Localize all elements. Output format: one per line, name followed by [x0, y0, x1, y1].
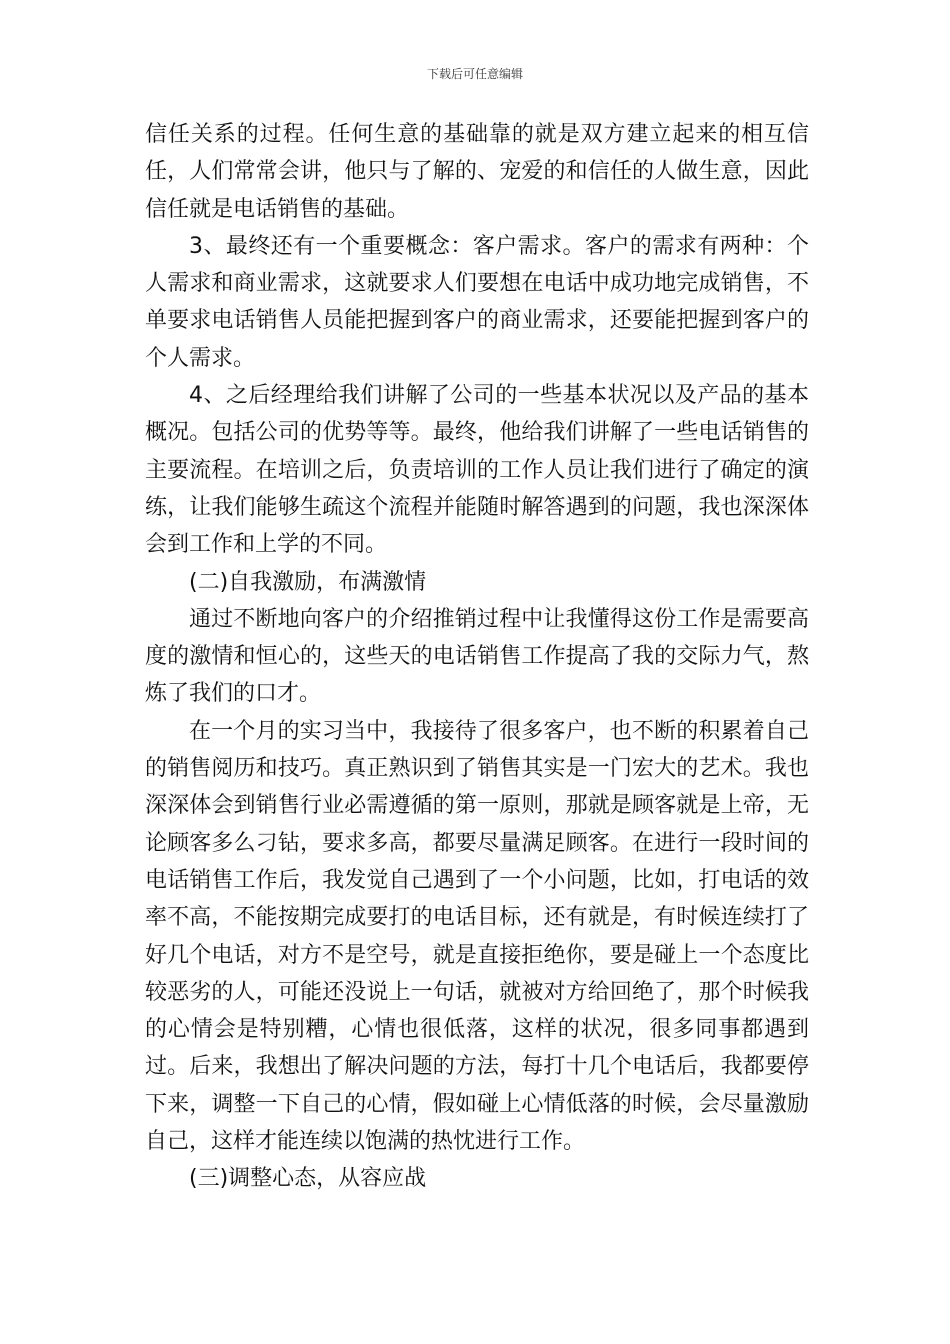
- page-header: 下载后可任意编辑: [426, 67, 523, 81]
- paragraph-1: 信任关系的过程。任何生意的基础靠的就是双方建立起来的相互信任，人们常常会讲，他只与了解的、宠爱的和信任的人做生意，因此信任就是电话销售的基础。: [145, 122, 809, 222]
- section-heading-3: (三)调整心态，从容应战: [189, 1166, 427, 1192]
- paragraph-4: 通过不断地向客户的介绍推销过程中让我懂得这份工作是需要高度的激情和恒心的，这些天的电话销售工作提高了我的交际力气，熬炼了我们的口才。: [145, 606, 809, 707]
- paragraph-5: 在一个月的实习当中，我接待了很多客户，也不断的积累着自己的销售阅历和技巧。真正熟识到了销售其实是一门宏大的艺术。我也深深体会到销售行业必需遵循的第一原则，那就是顾客就是上帝，无论顾客多么刁钻，要求多高，都要尽量满足顾客。在进行一段时间的电话销售工作后，我发觉自己遇到了一个小问题，比如，打电话的效率不高，不能按期完成要打的电话目标，还有就是，有时候连续打了好几个电话，对方不是空号，就是直接拒绝你，要是碰上一个态度比较恶劣的人，可能还没说上一句话，就被对方给回绝了，那个时候我的心情会是特别糟，心情也很低落，这样的状况，很多同事都遇到过。后来，我想出了解决问题的方法，每打十几个电话后，我都要停下来，调整一下自己的心情，假如碰上心情低落的时候，会尽量激励自己，这样才能连续以饱满的热忱进行工作。: [145, 718, 809, 1155]
- section-heading-2: (二)自我激励，布满激情: [189, 569, 427, 595]
- document-body: [145, 116, 809, 1198]
- paragraph-3: 4、之后经理给我们讲解了公司的一些基本状况以及产品的基本概况。包括公司的优势等等。最终，他给我们讲解了一些电话销售的主要流程。在培训之后，负责培训的工作人员让我们进行了确定的演练，让我们能够生疏这个流程并能随时解答遇到的问题，我也深深体会到工作和上学的不同。: [145, 383, 809, 558]
- paragraph-2: 3、最终还有一个重要概念：客户需求。客户的需求有两种：个人需求和商业需求，这就要求人们要想在电话中成功地完成销售，不单要求电话销售人员能把握到客户的商业需求，还要能把握到客户的个人需求。: [145, 233, 809, 371]
